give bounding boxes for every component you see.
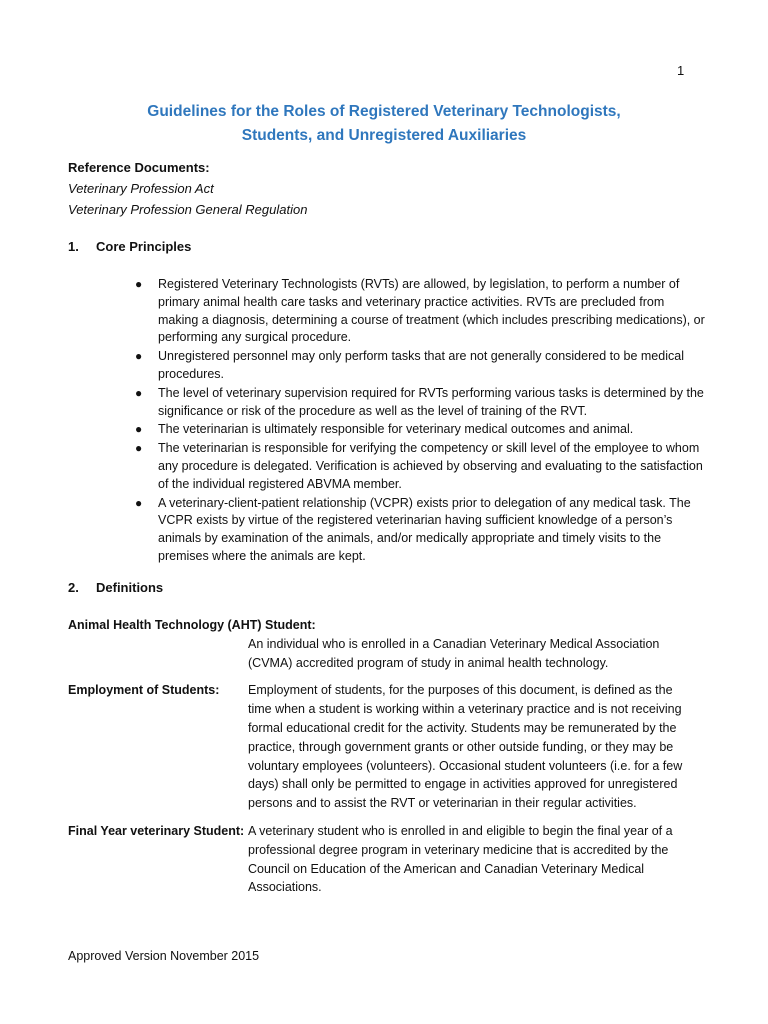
definition-body: A veterinary student who is enrolled in and eligible to begin the final year of a professional degree program in veterinary medicine that is accredited by the Council on Education of the American and Canadian Veterinary Medical Associations. xyxy=(248,823,673,895)
bullet-icon: ● xyxy=(135,277,143,291)
list-item: ● The level of veterinary supervision required for RVTs performing various tasks is determined by the significance or risk of the procedure as well as the level of training of the RVT. xyxy=(135,385,704,418)
definition-term: Employment of Students: xyxy=(68,683,220,698)
section-number: 1. xyxy=(68,239,79,254)
definitions-list xyxy=(68,616,708,906)
bullet-icon: ● xyxy=(135,495,143,510)
bullet-icon: ● xyxy=(135,422,143,437)
page-number: 1 xyxy=(677,63,685,78)
definition-employment-of-students xyxy=(68,681,708,813)
bullet-icon: ● xyxy=(135,441,143,456)
reference-label: Reference Documents: xyxy=(68,160,210,175)
list-item: ● Unregistered personnel may only perform tasks that are not generally considered to be medical procedures. xyxy=(135,349,684,381)
definition-body: An individual who is enrolled in a Canadian Veterinary Medical Association (CVMA) accredited program of study in animal health technology. xyxy=(248,636,660,670)
section-heading-definitions xyxy=(68,580,163,595)
definition-final-year-student xyxy=(68,822,708,897)
list-item: ● The veterinarian is ultimately responsible for veterinary medical outcomes and animal. xyxy=(135,421,705,439)
reference-doc-regulation: Veterinary Profession General Regulation xyxy=(68,202,308,217)
definition-term: Animal Health Technology (AHT) Student: xyxy=(68,618,316,632)
document-title xyxy=(68,100,700,148)
core-principles-list xyxy=(135,276,705,567)
title-line-2: Students, and Unregistered Auxiliaries xyxy=(241,127,527,144)
footer-version: Approved Version November 2015 xyxy=(68,949,260,963)
list-item: ● The veterinarian is responsible for verifying the competency or skill level of the employee to whom any procedure is delegated. Verification is achieved by observing and evaluating to the satisfaction of the individual registered ABVMA member. xyxy=(135,441,703,491)
section-title: Definitions xyxy=(96,580,164,595)
title-line-1: Guidelines for the Roles of Registered Veterinary Technologists, xyxy=(147,103,621,120)
section-number: 2. xyxy=(68,580,79,595)
bullet-icon: ● xyxy=(135,385,143,400)
section-title: Core Principles xyxy=(96,239,192,254)
list-item: ● A veterinary-client-patient relationship (VCPR) exists prior to delegation of any medical task. The VCPR exists by virtue of the registered veterinarian having sufficient knowledge of a person’s animals by examination of the animals, and/or medically appropriate and timely visits to the premises where the animals are kept. xyxy=(135,495,691,563)
definition-term: Final Year veterinary Student: xyxy=(68,823,245,838)
reference-doc-act: Veterinary Profession Act xyxy=(68,181,214,196)
reference-documents xyxy=(68,157,307,220)
list-item: ● Registered Veterinary Technologists (RVTs) are allowed, by legislation, to perform a number of primary animal health care tasks and veterinary practice activities. RVTs are precluded from making a diagnosis, determining a course of treatment (which includes prescribing medications), or performing any surgical procedure. xyxy=(135,277,705,345)
section-heading-core-principles xyxy=(68,239,191,254)
bullet-icon: ● xyxy=(135,349,143,364)
definition-body: Employment of students, for the purposes of this document, is defined as the time when a student is working within a veterinary practice and is not receiving formal educational credit for the activity. Students may be remunerated by the practice, through government grants or other outside funding, or they may be voluntary employees (volunteers). Occasional student volunteers (i.e. for a few days) shall only be permitted to engage in activities approved for unregistered persons and to assist the RVT or veterinarian in their regular activities. xyxy=(248,683,683,811)
definition-aht-student xyxy=(68,616,708,672)
